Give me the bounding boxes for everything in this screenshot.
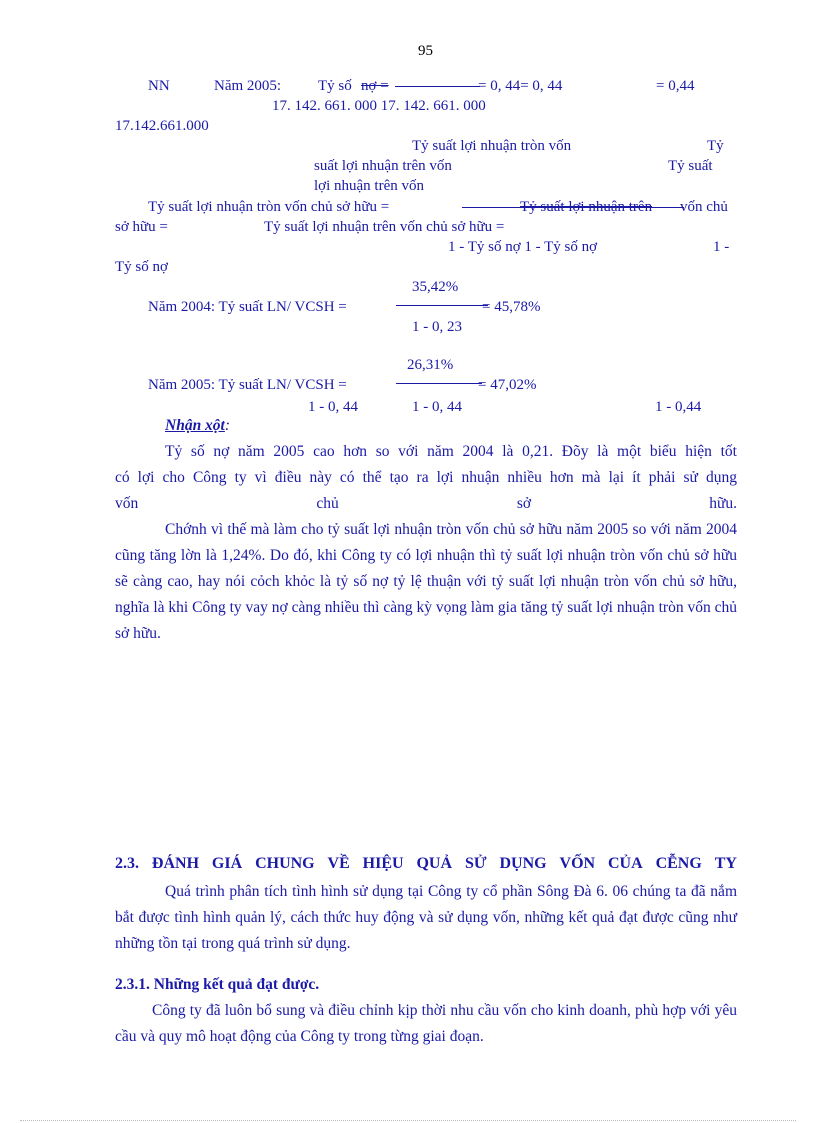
page-number: 95 [418, 43, 433, 59]
remarks-p1-line3 [115, 491, 737, 517]
roe-denom-right: 1 - [713, 239, 730, 255]
roe-main-left: Tỷ suất lợi nhuận tròn vốn chủ sở hữu = [148, 199, 390, 215]
roe-line2-left: sở hữu = [115, 219, 168, 235]
debt-ratio-eq2: = 0,44 [656, 78, 695, 94]
y2005-result: = 47,02% [478, 377, 537, 393]
debt-ratio-label: Tỷ số [318, 78, 352, 94]
h-word-9: DỤNG [499, 855, 547, 872]
remarks-p1-line1: Tỷ số nợ năm 2005 cao hơn so với năm 2004 là 0,21. Đõy là một biểu hiện tốt [165, 443, 737, 460]
y2005-denominator-a: 1 - 0, 44 [308, 399, 358, 415]
p1-word-4: hữu. [709, 495, 737, 512]
roe-top2: suất lợi nhuận trên vốn [314, 158, 452, 174]
h-word-1: 2.3. [115, 855, 139, 872]
debt-ratio-struck: nợ = [361, 78, 389, 94]
roe-denom-wrap: Tỷ số nợ [115, 259, 168, 275]
h-word-12: CỄNG [655, 855, 702, 872]
year-2005-label: Năm 2005: [214, 78, 282, 94]
y2005-denominator-c: 1 - 0,44 [655, 399, 702, 415]
roe-top1: Tỷ suất lợi nhuận tròn vốn [412, 138, 572, 154]
h-word-5: VỀ [327, 855, 350, 872]
y2004-numerator: 35,42% [412, 279, 459, 295]
section-2-3-1-paragraph [115, 998, 737, 1050]
fraction-line-2004 [396, 305, 488, 306]
h-word-8: SỬ [464, 855, 487, 872]
section-2-3-heading [115, 855, 737, 873]
h-word-10: VỐN [559, 855, 596, 872]
h-word-6: HIỆU [362, 855, 404, 872]
h-word-2: ĐÁNH [151, 855, 200, 872]
roe-top2-right: Tỷ suất [668, 158, 713, 174]
roe-top3: lợi nhuận trên vốn [314, 178, 424, 194]
p1-word-3: sở [516, 495, 532, 512]
section-2-3-text: Quá trình phân tích tình hình sử dụng tại Công ty cổ phần Sông Đà 6. 06 chúng ta đã nắm bắt được tình hình quản lý, cách thức huy động và sử dụng vốn, những kết quả đạt được cũng như những tồn tại trong quá trình sử dụng. [115, 883, 737, 952]
h-word-7: QUẢ [416, 855, 453, 872]
section-2-3-1-heading: 2.3.1. Những kết quả đạt được. [115, 976, 320, 993]
denominators: 17. 142. 661. 000 17. 142. 661. 000 [272, 98, 486, 114]
y2005-label: Năm 2005: Tỷ suất LN/ VCSH = [148, 377, 347, 393]
remarks-title [165, 416, 230, 436]
section-2-3-paragraph [115, 879, 737, 957]
remarks-paragraph-2 [115, 517, 737, 647]
fraction-line-2005b [396, 383, 482, 384]
roe-line2-mid: Tỷ suất lợi nhuận trên vốn chủ sở hữu = [264, 219, 505, 235]
page-bottom-border [20, 1120, 796, 1121]
fraction-line-2005a [395, 86, 480, 87]
y2005-denominator-b: 1 - 0, 44 [412, 399, 462, 415]
denominator-left: 17.142.661.000 [115, 118, 209, 134]
debt-ratio-eq1: = 0, 44= 0, 44 [478, 78, 563, 94]
roe-main-mid: Tỷ suất lợi nhuận trên [520, 199, 653, 215]
remarks-p2-text: Chớnh vì thế mà làm cho tỷ suất lợi nhuận tròn vốn chủ sở hữu năm 2005 so với năm 2004 cũng tăng lờn là 1,24%. Do đó, khi Công ty có lợi nhuận thì tỷ suất lợi nhuận tròn vốn chủ sở hữu sẽ càng cao, hay nói cỏch khỏc là tỷ số nợ tỷ lệ thuận với tỷ suất lợi nhuận tròn vốn chủ sở hữu, nghĩa là khi Công ty vay nợ càng nhiều thì càng kỳ vọng làm gia tăng tỷ suất lợi nhuận tròn vốn chủ sở hữu. [115, 521, 737, 642]
h-word-4: CHUNG [255, 855, 315, 872]
nn-label: NN [148, 78, 170, 94]
remarks-paragraph-1 [115, 439, 737, 517]
roe-main-right: vốn chủ [680, 199, 728, 215]
roe-top1-right: Tỷ [707, 138, 724, 154]
p1-word-2: chủ [316, 495, 339, 512]
h-word-3: GIÁ [211, 855, 243, 872]
y2004-denominator: 1 - 0, 23 [412, 319, 462, 335]
p1-word-1: vốn [115, 495, 139, 512]
h-word-11: CỦA [607, 855, 643, 872]
remarks-title-colon: : [224, 417, 231, 434]
y2004-result: = 45,78% [482, 299, 541, 315]
roe-denominators: 1 - Tỷ số nợ 1 - Tỷ số nợ [448, 239, 598, 255]
remarks-p1-line2: có lợi cho Công ty vì điều này có thể tạo ra lợi nhuận nhiều hơn mà lại ít phải sử dụng [115, 469, 737, 486]
y2005-numerator: 26,31% [407, 357, 454, 373]
remarks-title-text: Nhận xột [165, 417, 225, 434]
section-2-3-1-text: Công ty đã luôn bổ sung và điều chỉnh kịp thời nhu cầu vốn cho kinh doanh, phù hợp với yêu cầu và quy mô hoạt động của Công ty trong từng giai đoạn. [115, 1002, 737, 1045]
h-word-13: TY [714, 855, 737, 872]
y2004-label: Năm 2004: Tỷ suất LN/ VCSH = [148, 299, 347, 315]
